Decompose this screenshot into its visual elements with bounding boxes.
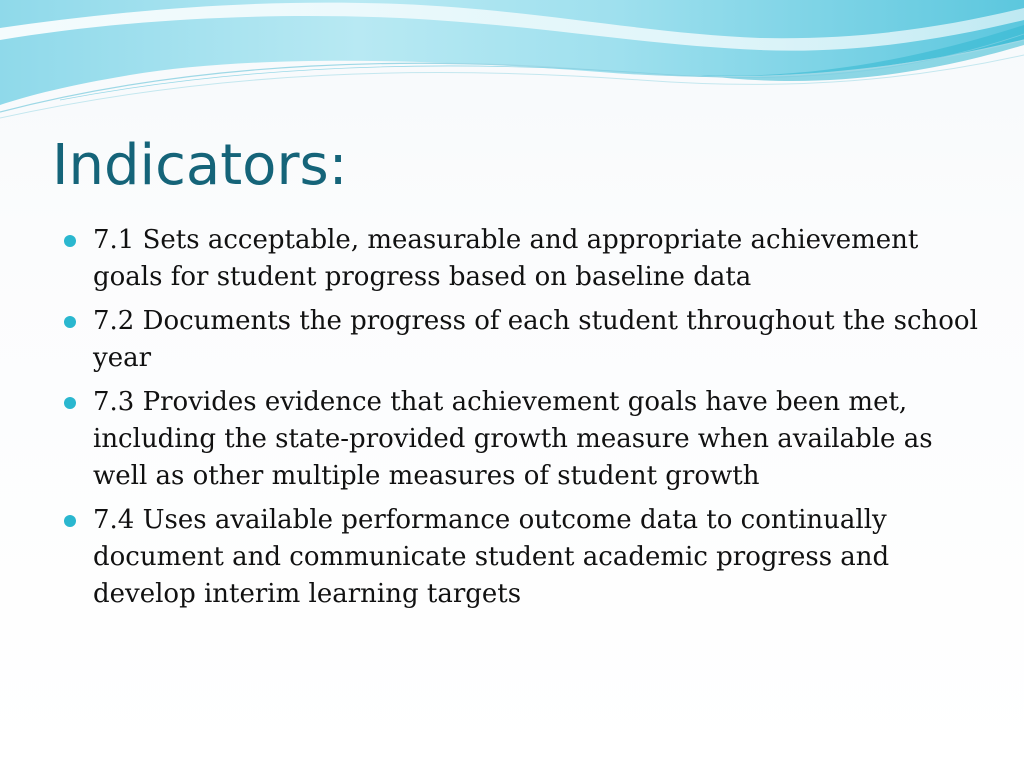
bullet-item-7-2 [60, 303, 980, 377]
bullet-text: 7.3 Provides evidence that achievement goals have been met, including the state-provided growth measure when available as well as other multiple measures of student growth [93, 387, 933, 491]
bullet-list [60, 222, 980, 620]
bullet-text: 7.1 Sets acceptable, measurable and appropriate achievement goals for student progress based on baseline data [93, 225, 919, 292]
bullet-dot-icon [64, 397, 76, 409]
slide-title: Indicators: [52, 133, 348, 198]
bullet-item-7-4 [60, 502, 980, 613]
bullet-item-7-3 [60, 384, 980, 495]
bullet-dot-icon [64, 235, 76, 247]
bullet-item-7-1 [60, 222, 980, 296]
bullet-text: 7.4 Uses available performance outcome data to continually document and communicate student academic progress and develop interim learning targets [93, 505, 890, 609]
bullet-dot-icon [64, 316, 76, 328]
bullet-text: 7.2 Documents the progress of each student throughout the school year [93, 306, 978, 373]
header-wave-decoration [0, 0, 1024, 125]
bullet-dot-icon [64, 515, 76, 527]
